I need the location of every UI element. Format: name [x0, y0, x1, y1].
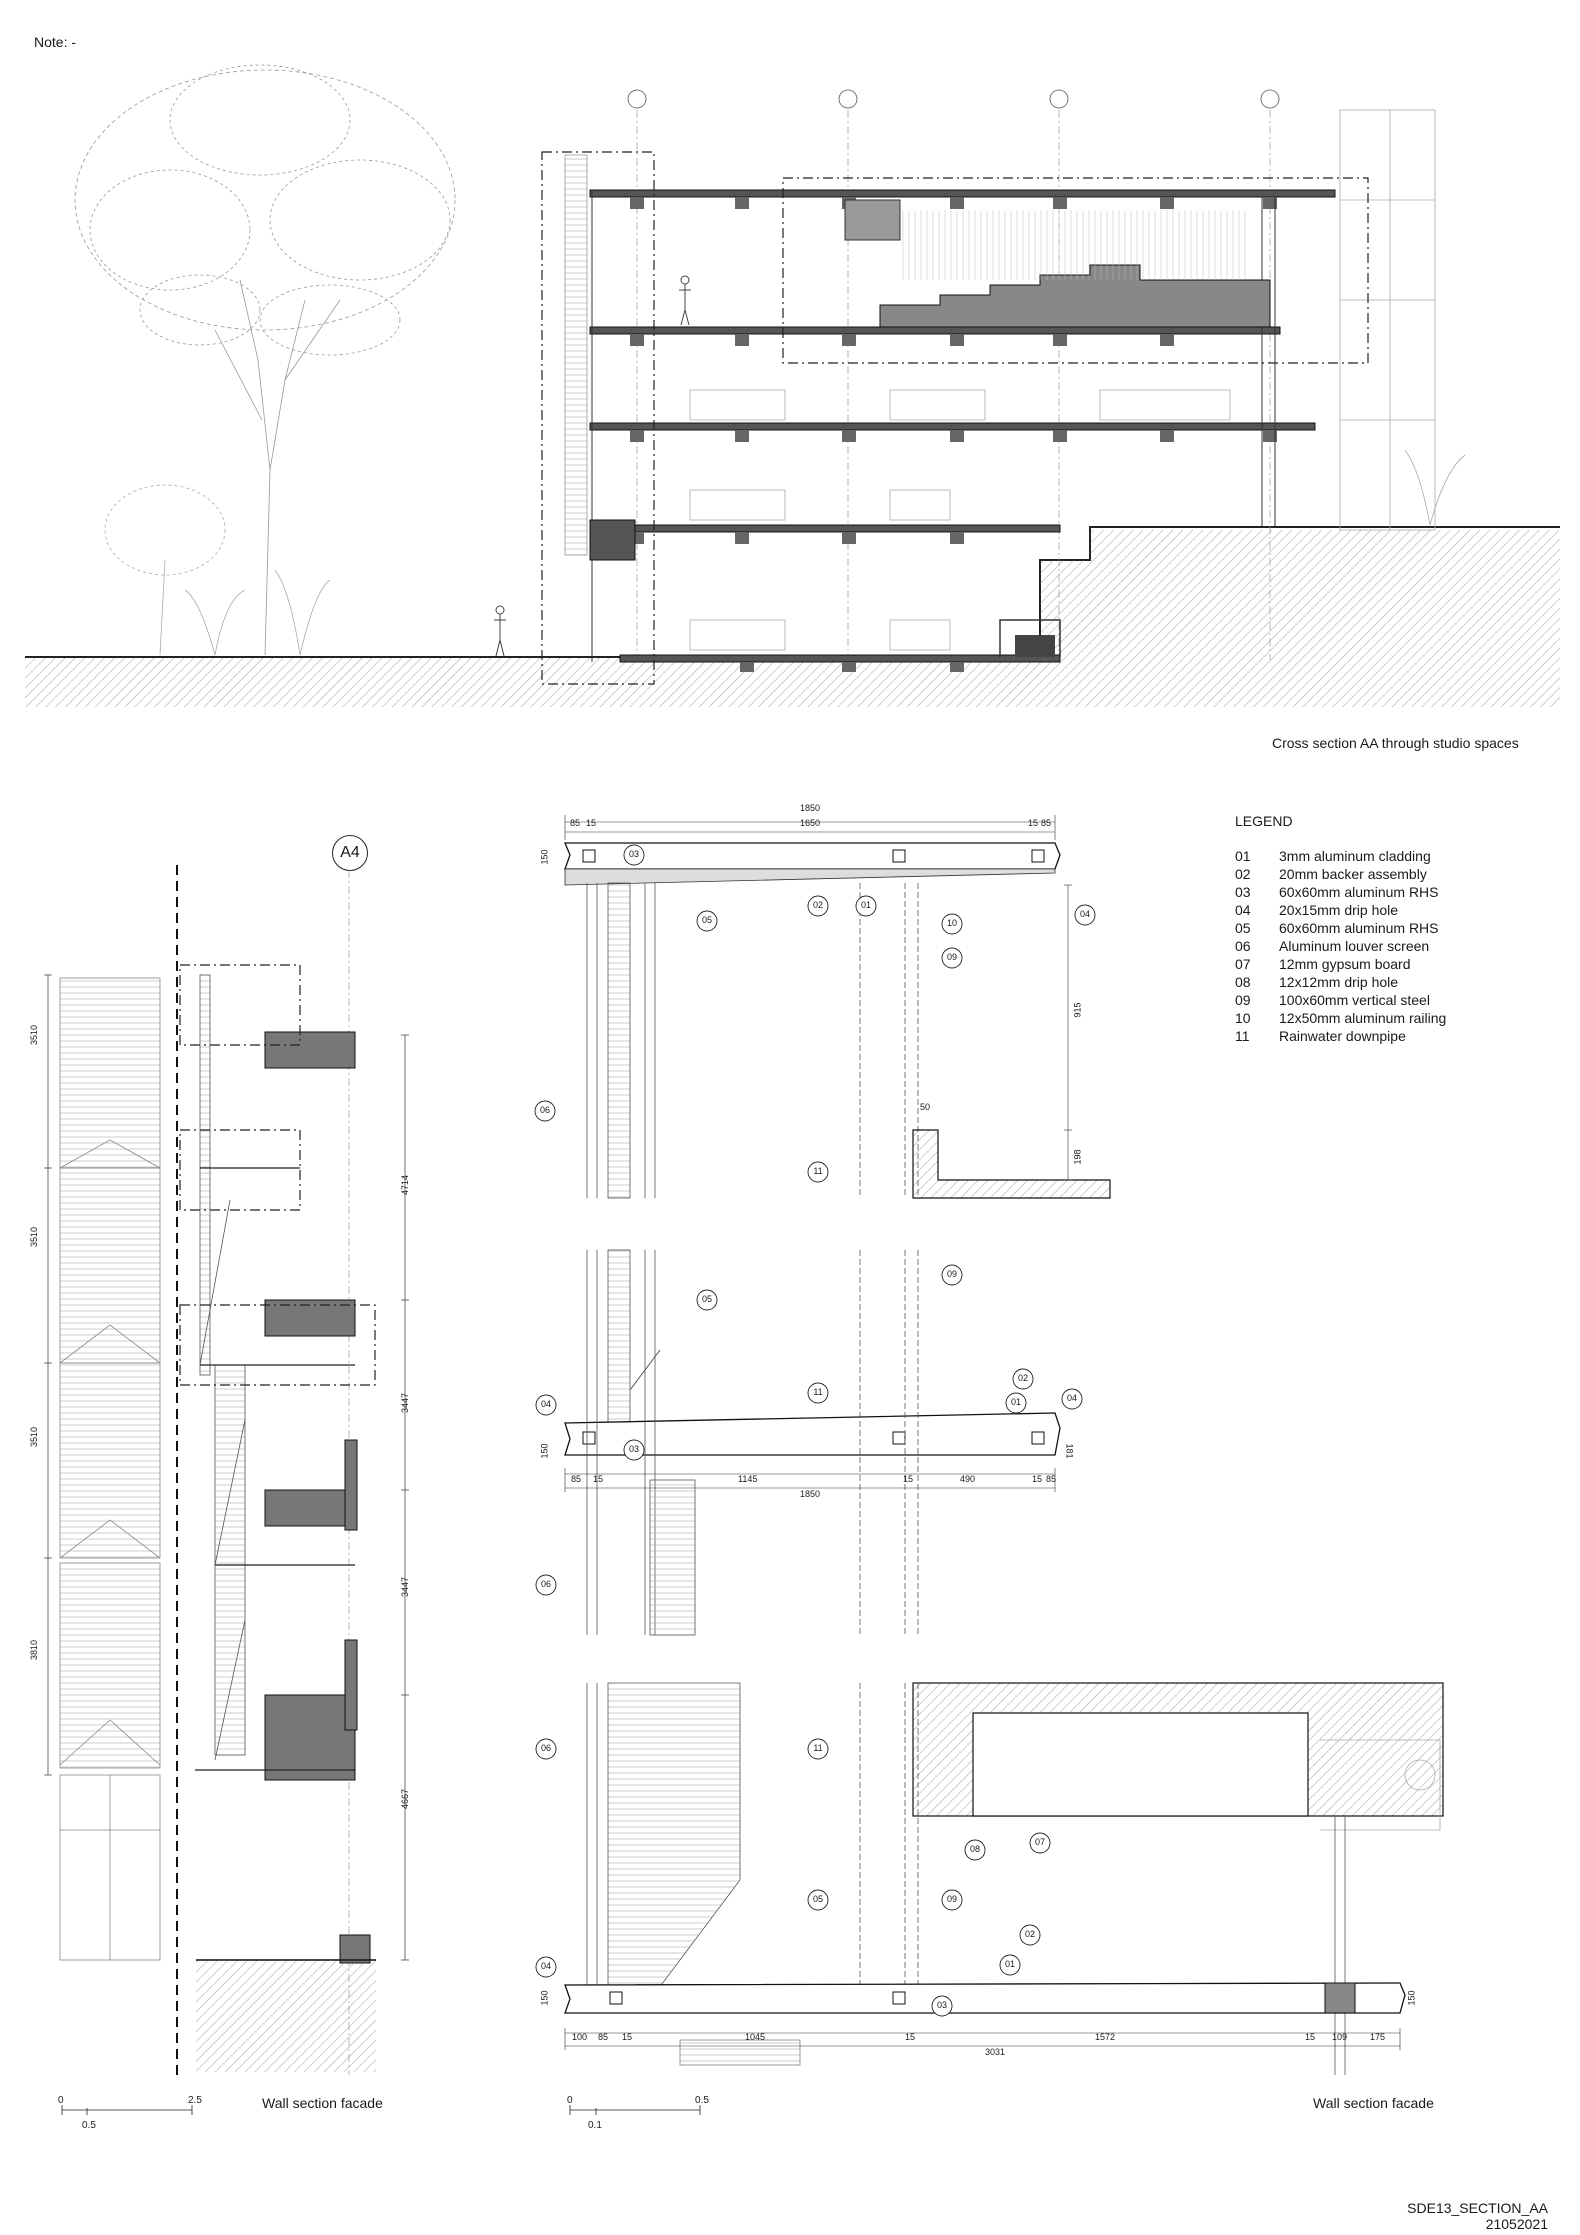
legend-label: Rainwater downpipe — [1279, 1028, 1406, 1044]
wall-section-facade — [44, 865, 409, 2115]
dim-label: 1650 — [800, 818, 821, 828]
dim-label: 4667 — [400, 1788, 411, 1810]
detail-scale-mid: 0.1 — [588, 2120, 602, 2131]
legend-label: 20x15mm drip hole — [1279, 902, 1399, 918]
legend-num: 04 — [1235, 902, 1251, 918]
legend-label: Aluminum louver screen — [1279, 938, 1430, 954]
detail-scale-zero: 0 — [567, 2095, 573, 2106]
dim-label: 1045 — [745, 2032, 766, 2042]
legend-num: 01 — [1235, 848, 1251, 864]
dim-label: 181 — [1064, 1443, 1075, 1459]
tag-label: 09 — [946, 1269, 957, 1279]
detail-1-verticals — [587, 883, 918, 1198]
legend-label: 12mm gypsum board — [1279, 956, 1411, 972]
detail-3-stair — [608, 1683, 740, 2000]
legend-num: 02 — [1235, 866, 1251, 882]
dim-label: 85 — [570, 818, 581, 828]
section-dim-lines — [401, 1035, 409, 1960]
note-text: Note: - — [34, 34, 77, 50]
detail-3-steel — [1325, 1983, 1355, 2013]
dim-label: 150 — [1406, 1990, 1417, 2006]
tag-label: 09 — [946, 1894, 957, 1904]
cross-section-caption: Cross section AA through studio spaces — [1272, 735, 1519, 751]
tag-label: 01 — [860, 900, 871, 910]
detail-2-stair — [650, 1480, 695, 1635]
dim-label: 15 — [903, 1474, 914, 1484]
dim-label: 3447 — [400, 1576, 411, 1598]
legend-num: 03 — [1235, 884, 1251, 900]
drawing-id: SDE13_SECTION_AA — [1407, 2200, 1548, 2216]
dim-label: 85 — [1046, 1474, 1057, 1484]
facade-elevation — [60, 978, 160, 1960]
dim-label: 3810 — [29, 1639, 40, 1661]
tag-label: 06 — [540, 1579, 551, 1589]
legend-num: 09 — [1235, 992, 1251, 1008]
dim-label: 15 — [586, 818, 597, 828]
tag-label: 04 — [1079, 909, 1090, 919]
dim-label: 50 — [920, 1102, 931, 1112]
cross-section-aa — [25, 65, 1560, 707]
detail-scale-end: 0.5 — [695, 2095, 709, 2106]
dim-label: 150 — [539, 1990, 550, 2006]
detail-1-soffit — [565, 869, 1055, 885]
dim-label: 85 — [598, 2032, 609, 2042]
detail-3-cladding — [565, 1983, 1405, 2013]
tag-label: 05 — [812, 1894, 823, 1904]
dim-label: 3510 — [29, 1426, 40, 1448]
dim-label: 85 — [1041, 818, 1052, 828]
tag-label: 02 — [812, 900, 823, 910]
dim-label: 3031 — [985, 2047, 1006, 2057]
tag-label: 01 — [1010, 1397, 1021, 1407]
legend-label: 60x60mm aluminum RHS — [1279, 920, 1439, 936]
tag-label: 05 — [701, 1294, 712, 1304]
tag-label: 07 — [1034, 1837, 1045, 1847]
tag-label: 04 — [1066, 1393, 1077, 1403]
tag-label: 06 — [539, 1105, 550, 1115]
dim-label: 15 — [622, 2032, 633, 2042]
axis-bubble-a4: A4 — [332, 835, 368, 871]
tag-label: 11 — [813, 1166, 823, 1176]
detail-caption: Wall section facade — [1313, 2095, 1434, 2111]
tag-label: 10 — [946, 918, 957, 928]
grid-axis-bubbles — [628, 90, 1279, 108]
tag-label: 04 — [540, 1961, 551, 1971]
dim-label: 1850 — [800, 803, 821, 813]
dim-label: 15 — [1032, 1474, 1043, 1484]
elevation-dim-lines — [44, 975, 52, 1775]
dim-label: 150 — [539, 849, 550, 865]
projection-room — [845, 200, 900, 240]
adjacent-building — [1340, 110, 1435, 530]
legend-num: 10 — [1235, 1010, 1251, 1026]
ground-hatch — [25, 657, 1560, 707]
tag-label: 02 — [1017, 1373, 1028, 1383]
tag-label: 03 — [936, 2000, 947, 2010]
detail-2-louver — [608, 1250, 630, 1430]
legend-num: 07 — [1235, 956, 1251, 972]
legend-title: LEGEND — [1235, 813, 1293, 829]
dim-label: 1850 — [800, 1489, 821, 1499]
balcony-block — [590, 520, 635, 560]
tag-label: 11 — [813, 1387, 823, 1397]
ground-hatch-section — [196, 1960, 376, 2072]
legend-num: 06 — [1235, 938, 1251, 954]
dim-label: 109 — [1332, 2032, 1348, 2042]
louver-facade — [565, 155, 587, 555]
section-louvers — [200, 975, 245, 1760]
dim-label: 3510 — [29, 1226, 40, 1248]
dim-label: 85 — [571, 1474, 582, 1484]
legend-num: 05 — [1235, 920, 1251, 936]
dim-label: 15 — [1028, 818, 1039, 828]
legend-label: 100x60mm vertical steel — [1279, 992, 1430, 1008]
dim-label: 15 — [905, 2032, 916, 2042]
section-slabs — [265, 1032, 370, 1963]
detail-1-louver — [608, 883, 630, 1198]
tree-illustration — [75, 65, 455, 655]
tag-label: 09 — [946, 952, 957, 962]
scale-bar — [62, 2105, 192, 2115]
dim-label: 915 — [1072, 1002, 1083, 1018]
scale-end: 2.5 — [188, 2095, 202, 2106]
dim-label: 175 — [1370, 2032, 1386, 2042]
dim-label: 100 — [572, 2032, 588, 2042]
dim-label: 150 — [539, 1443, 550, 1459]
tag-label: 11 — [813, 1743, 823, 1753]
legend-label: 12x12mm drip hole — [1279, 974, 1399, 990]
dim-label: 15 — [1305, 2032, 1316, 2042]
dim-label: 15 — [593, 1474, 604, 1484]
detail-3-grating — [680, 2040, 800, 2065]
scale-mid: 0.5 — [82, 2120, 96, 2131]
drawing-date: 21052021 — [1485, 2216, 1548, 2232]
tag-label: 03 — [628, 849, 639, 859]
tag-label: 03 — [628, 1444, 639, 1454]
dim-label: 198 — [1072, 1149, 1083, 1165]
legend-label: 60x60mm aluminum RHS — [1279, 884, 1439, 900]
dim-label: 4714 — [400, 1174, 411, 1196]
legend-label: 3mm aluminum cladding — [1279, 848, 1431, 864]
scale-zero: 0 — [58, 2095, 64, 2106]
dim-label: 490 — [960, 1474, 976, 1484]
stair-pit-fill — [1015, 635, 1055, 657]
tag-label: 05 — [701, 915, 712, 925]
legend-label: 20mm backer assembly — [1279, 866, 1427, 882]
legend-num: 08 — [1235, 974, 1251, 990]
ground-hatch-right — [1090, 530, 1560, 657]
detail-3-ceiling-void — [973, 1713, 1308, 1816]
dim-label: 1145 — [738, 1474, 758, 1484]
auditorium-seats — [900, 210, 1250, 280]
tag-label: 08 — [969, 1844, 980, 1854]
detail-1-dim-vert — [1064, 885, 1072, 1180]
dim-label: 3510 — [29, 1024, 40, 1046]
tag-label: 01 — [1004, 1959, 1015, 1969]
tag-label: 02 — [1024, 1929, 1035, 1939]
wall-section-caption: Wall section facade — [262, 2095, 383, 2111]
tag-label: 06 — [540, 1743, 551, 1753]
detail-scale-bar — [570, 2105, 700, 2115]
dim-label: 1572 — [1095, 2032, 1116, 2042]
detail-1 — [565, 815, 1110, 1198]
legend-num: 11 — [1235, 1028, 1250, 1044]
tag-label: 04 — [540, 1399, 551, 1409]
legend-label: 12x50mm aluminum railing — [1279, 1010, 1447, 1026]
dim-label: 3447 — [400, 1392, 411, 1414]
